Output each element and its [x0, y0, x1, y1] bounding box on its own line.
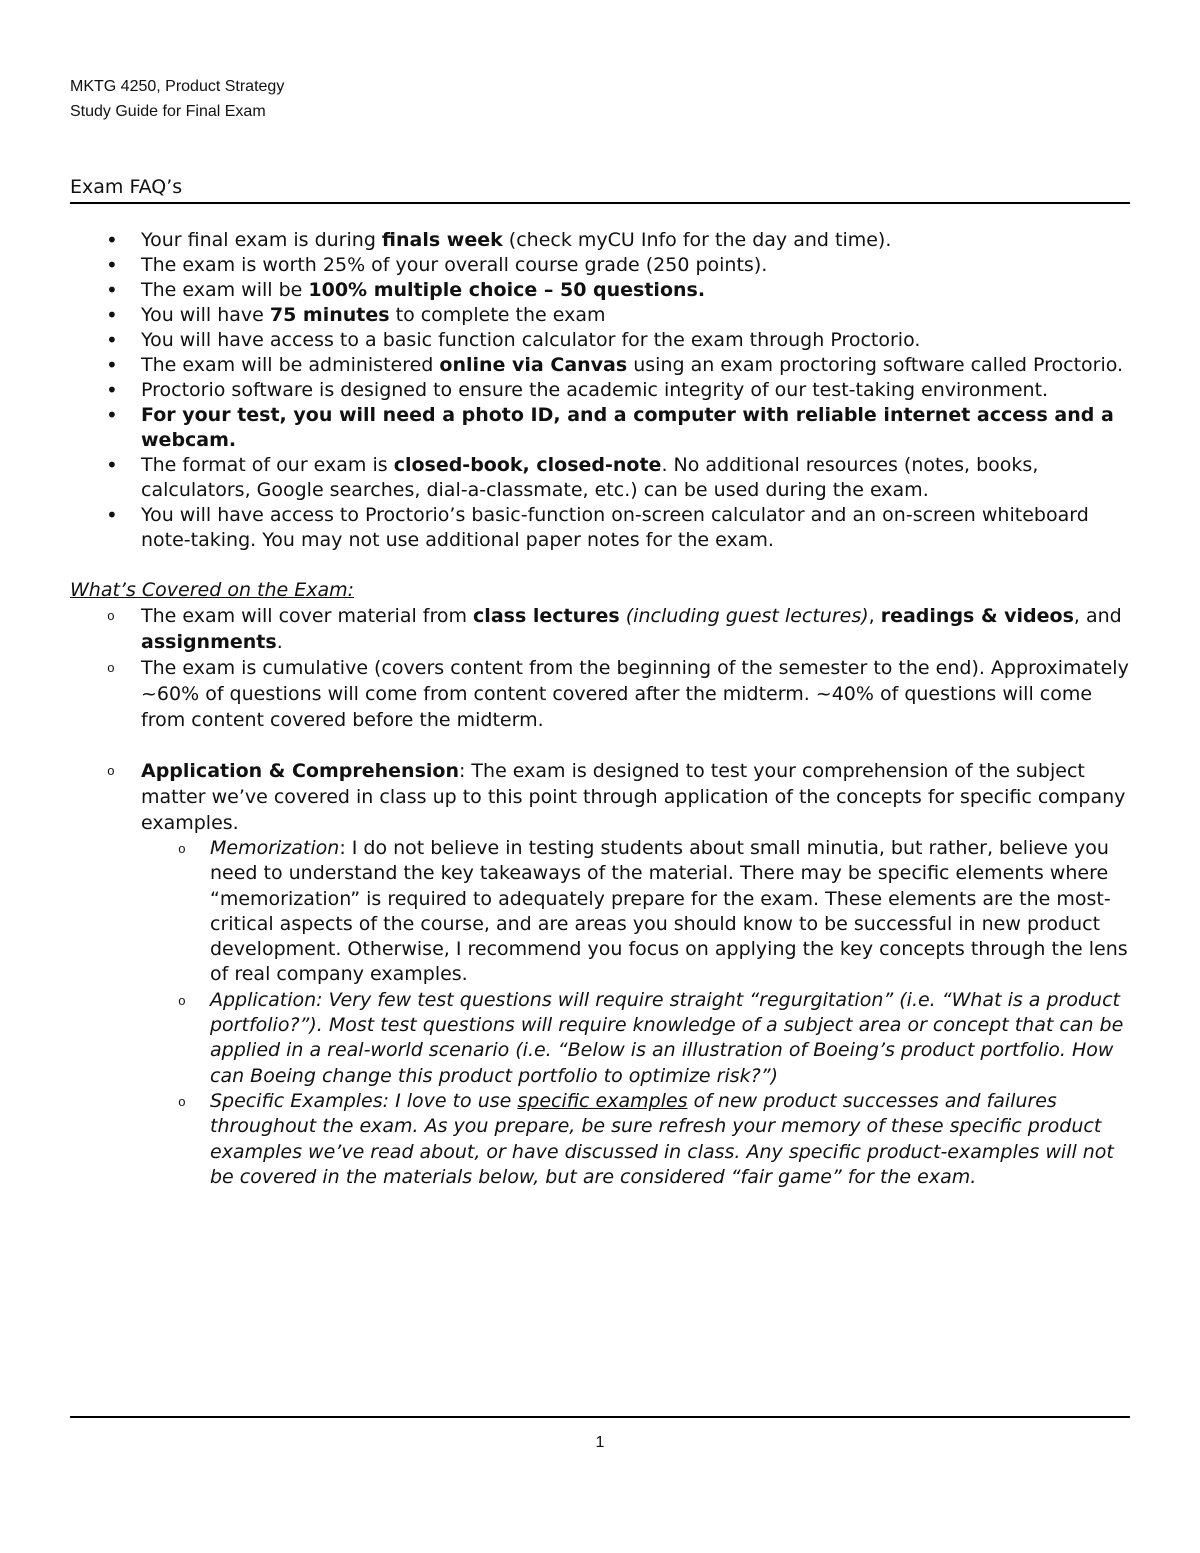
covered-list: [70, 603, 1132, 1190]
main-content: [70, 228, 1132, 1190]
section-title: Exam FAQ’s: [70, 176, 183, 198]
page-number: 1: [595, 1434, 605, 1451]
faq-item: • For your test, you will need a photo ID, and a computer with reliable internet access and a webcam.: [70, 403, 1132, 453]
guide-title: Study Guide for Final Exam: [70, 103, 266, 120]
covered-item: o The exam is cumulative (covers content from the beginning of the semester to the end). Approximately ~60% of questions will come from content covered after the midterm. ~40% of questions will come from content covered before the midterm.: [70, 655, 1132, 733]
faq-item: • The format of our exam is closed-book, closed-note. No additional resources (notes, books, calculators, Google searches, dial-a-classmate, etc.) can be used during the exam.: [70, 453, 1132, 503]
covered-subitem: o Specific Examples: I love to use specific examples of new product successes and failures throughout the exam. As you prepare, be sure refresh your memory of these specific product examples we’ve read about, or have discussed in class. Any specific product-examples will not be covered in the materials below, but are considered “fair game” for the exam.: [141, 1089, 1132, 1190]
covered-item: o Application & Comprehension: The exam is designed to test your comprehension of the subject matter we’ve covered in class up to this point through application of the concepts for specific company examples. o Memorization: I do not believe in testing students about small minutia, but rather, believe you need to understand the key takeaways of the material. There may be specific elements where “memorization” is required to adequately prepare for the exam. These elements are the most-critical aspects of the course, and are areas you should know to be successful in new product development. Otherwise, I recommend you focus on applying the key concepts through the lens of real company examples. o Application: Very few test questions will require straight “regurgitation” (i.e. “What is a product portfolio?”). Most test questions will require knowledge of a subject area or concept that can be applied in a real-world scenario (i.e. “Below is an illustration of Boeing’s product portfolio. How can Boeing change this product portfolio to optimize risk?”) o Specific Examples: I love to use specific examples of new product successes and failures throughout the exam. As you prepare, be sure refresh your memory of these specific product examples we’ve read about, or have discussed in class. Any specific product-examples will not be covered in the materials below, but are considered “fair game” for the exam.: [70, 758, 1132, 1190]
faq-item: • The exam will be administered online via Canvas using an exam proctoring software called Proctorio.: [70, 353, 1132, 378]
faq-item: • Your final exam is during finals week (check myCU Info for the day and time).: [70, 228, 1132, 253]
faq-list: [70, 228, 1132, 553]
faq-item: • The exam is worth 25% of your overall course grade (250 points).: [70, 253, 1132, 278]
covered-subitem: o Memorization: I do not believe in testing students about small minutia, but rather, believe you need to understand the key takeaways of the material. There may be specific elements where “memorization” is required to adequately prepare for the exam. These elements are the most-critical aspects of the course, and are areas you should know to be successful in new product development. Otherwise, I recommend you focus on applying the key concepts through the lens of real company examples.: [141, 836, 1132, 988]
footer-rule: [70, 1416, 1130, 1418]
header-rule: [70, 202, 1130, 204]
document-header: [70, 74, 284, 124]
faq-item: • Proctorio software is designed to ensure the academic integrity of our test-taking environment.: [70, 378, 1132, 403]
covered-sublist: [70, 836, 1132, 1190]
covered-heading: What’s Covered on the Exam:: [70, 579, 355, 601]
faq-item: • The exam will be 100% multiple choice – 50 questions.: [70, 278, 1132, 303]
faq-item: • You will have access to a basic function calculator for the exam through Proctorio.: [70, 328, 1132, 353]
faq-item: • You will have 75 minutes to complete the exam: [70, 303, 1132, 328]
covered-subitem: o Application: Very few test questions will require straight “regurgitation” (i.e. “What is a product portfolio?”). Most test questions will require knowledge of a subject area or concept that can be applied in a real-world scenario (i.e. “Below is an illustration of Boeing’s product portfolio. How can Boeing change this product portfolio to optimize risk?”): [141, 988, 1132, 1089]
covered-item: o The exam will cover material from class lectures (including guest lectures), readings & videos, and assignments.: [70, 603, 1132, 655]
course-title: MKTG 4250, Product Strategy: [70, 78, 285, 95]
faq-item: • You will have access to Proctorio’s basic-function on-screen calculator and an on-screen whiteboard note-taking. You may not use additional paper notes for the exam.: [70, 503, 1132, 553]
